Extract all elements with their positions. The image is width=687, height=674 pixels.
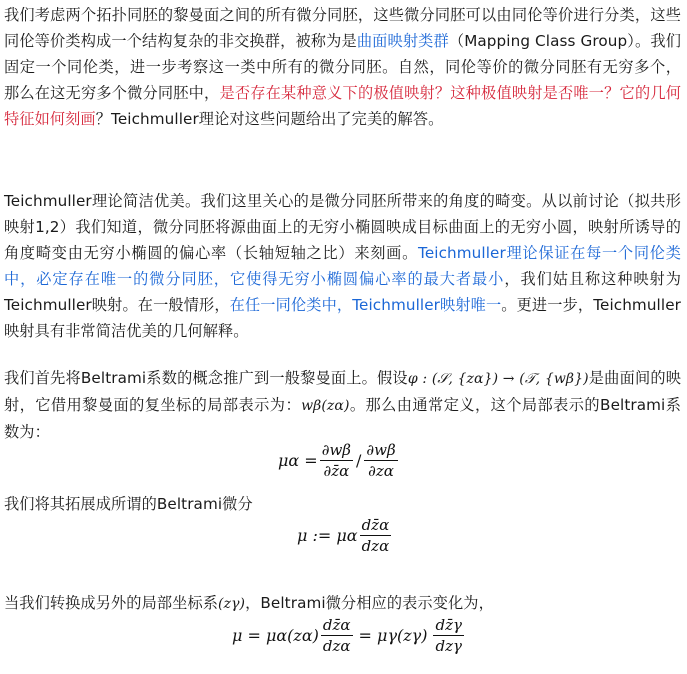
p4-text: 我们将其拓展成所谓的Beltrami微分 (4, 495, 253, 513)
p1-text-a: 我们考虑两个拓扑同胚的黎曼面之间的所有微分同胚，这些微分同胚可以由同伦等价进行分类，这些同伦等价类构成一个结构复杂的非交换群，被称为是 (4, 6, 681, 50)
p2-emphasis-blue-1: Teichmuller理论保证在每一个同伦类中，必定存在唯一的微分同胚，它使得无穷小椭圆偏心率的最大者最小 (4, 244, 681, 288)
eq1-frac1-numerator: ∂wβ (321, 441, 351, 459)
eq3-middle: = μγ(zγ) (358, 626, 428, 645)
eq3-frac1-numerator: dz̄α (322, 616, 351, 634)
coordinate-change-equation (232, 616, 466, 655)
eq1-frac1-denominator: ∂z̄α (323, 462, 350, 480)
eq3-frac1-denominator: dzα (322, 637, 351, 655)
paragraph-2 (4, 188, 681, 344)
new-coordinate: (zγ) (218, 596, 246, 612)
p2-text-e: 。更进一步，Teichmuller映射具有非常简洁优美的几何解释。 (4, 296, 681, 340)
eq1-lhs: μα = (278, 451, 318, 470)
p5-text-a: 当我们转换成另外的局部坐标系 (4, 594, 219, 612)
eq2-numerator: dz̄α (361, 516, 390, 534)
eq2-fraction (360, 516, 392, 555)
paragraph-3 (4, 365, 681, 445)
eq3-fraction-1 (321, 616, 353, 655)
eq1-frac2-denominator: ∂zα (368, 462, 394, 480)
p1-text-e: ？Teichmuller理论对这些问题给出了完美的解答。 (95, 110, 444, 128)
eq1-slash: / (355, 451, 362, 470)
local-representation: wβ(zα) (301, 398, 350, 414)
eq2-lhs: μ := μα (297, 526, 358, 545)
eq2-denominator: dzα (361, 537, 390, 555)
eq3-frac2-denominator: dzγ (435, 637, 462, 655)
eq1-frac2-numerator: ∂wβ (366, 441, 396, 459)
p3-text-a: 我们首先将Beltrami系数的概念推广到一般黎曼面上。假设 (4, 369, 408, 387)
mapping-class-group-link[interactable]: 曲面映射类群 (356, 32, 449, 50)
p2-text-a: Teichmuller理论简洁优美。我们这里关心的是微分同胚所带来的角度的畸变。从以前讨论（拟共形映射1,2）我们知道，微分同胚将源曲面上的无穷小椭圆映成目标曲面上的无穷小圆，映射所诱导的角度畸变由无穷小椭圆的偏心率（长轴短轴之比）来刻画。 (4, 192, 681, 262)
p2-emphasis-blue-2: 在任一同伦类中，Teichmuller映射唯一 (229, 296, 502, 314)
p5-text-b: ，Beltrami微分相应的表示变化为， (245, 594, 494, 612)
p1-text-c: （Mapping Class Group）。我们固定一个同伦类，进一步考察这一类中所有的微分同胚。自然，同伦等价的微分同胚有无穷多个， 那么在这无穷多个微分同胚中， (4, 32, 681, 102)
beltrami-coefficient-equation (278, 441, 400, 480)
paragraph-5 (4, 590, 681, 617)
p2-text-c: ，我们姑且称这种映射为Teichmuller映射。在一般情形， (4, 270, 681, 314)
eq3-frac2-numerator: dz̄γ (435, 616, 462, 634)
eq3-fraction-2 (433, 616, 463, 655)
eq1-fraction-1 (320, 441, 353, 480)
beltrami-differential-equation (297, 516, 393, 555)
eq1-fraction-2 (364, 441, 397, 480)
paragraph-4 (4, 491, 681, 517)
map-formula: φ : (𝒮, {zα}) → (𝒯, {wβ}) (407, 371, 589, 387)
paragraph-1 (4, 2, 681, 132)
p1-emphasis-red: 是否存在某种意义下的极值映射？这种极值映射是否唯一？它的几何特征如何刻画 (4, 84, 682, 128)
p3-text-c: 。那么由通常定义，这个局部表示的Beltrami系数为： (4, 396, 681, 441)
p3-text-b: 是曲面间的映射，它借用黎曼面的复坐标的局部表示为： (4, 369, 681, 414)
eq3-lhs: μ = μα(zα) (232, 626, 319, 645)
